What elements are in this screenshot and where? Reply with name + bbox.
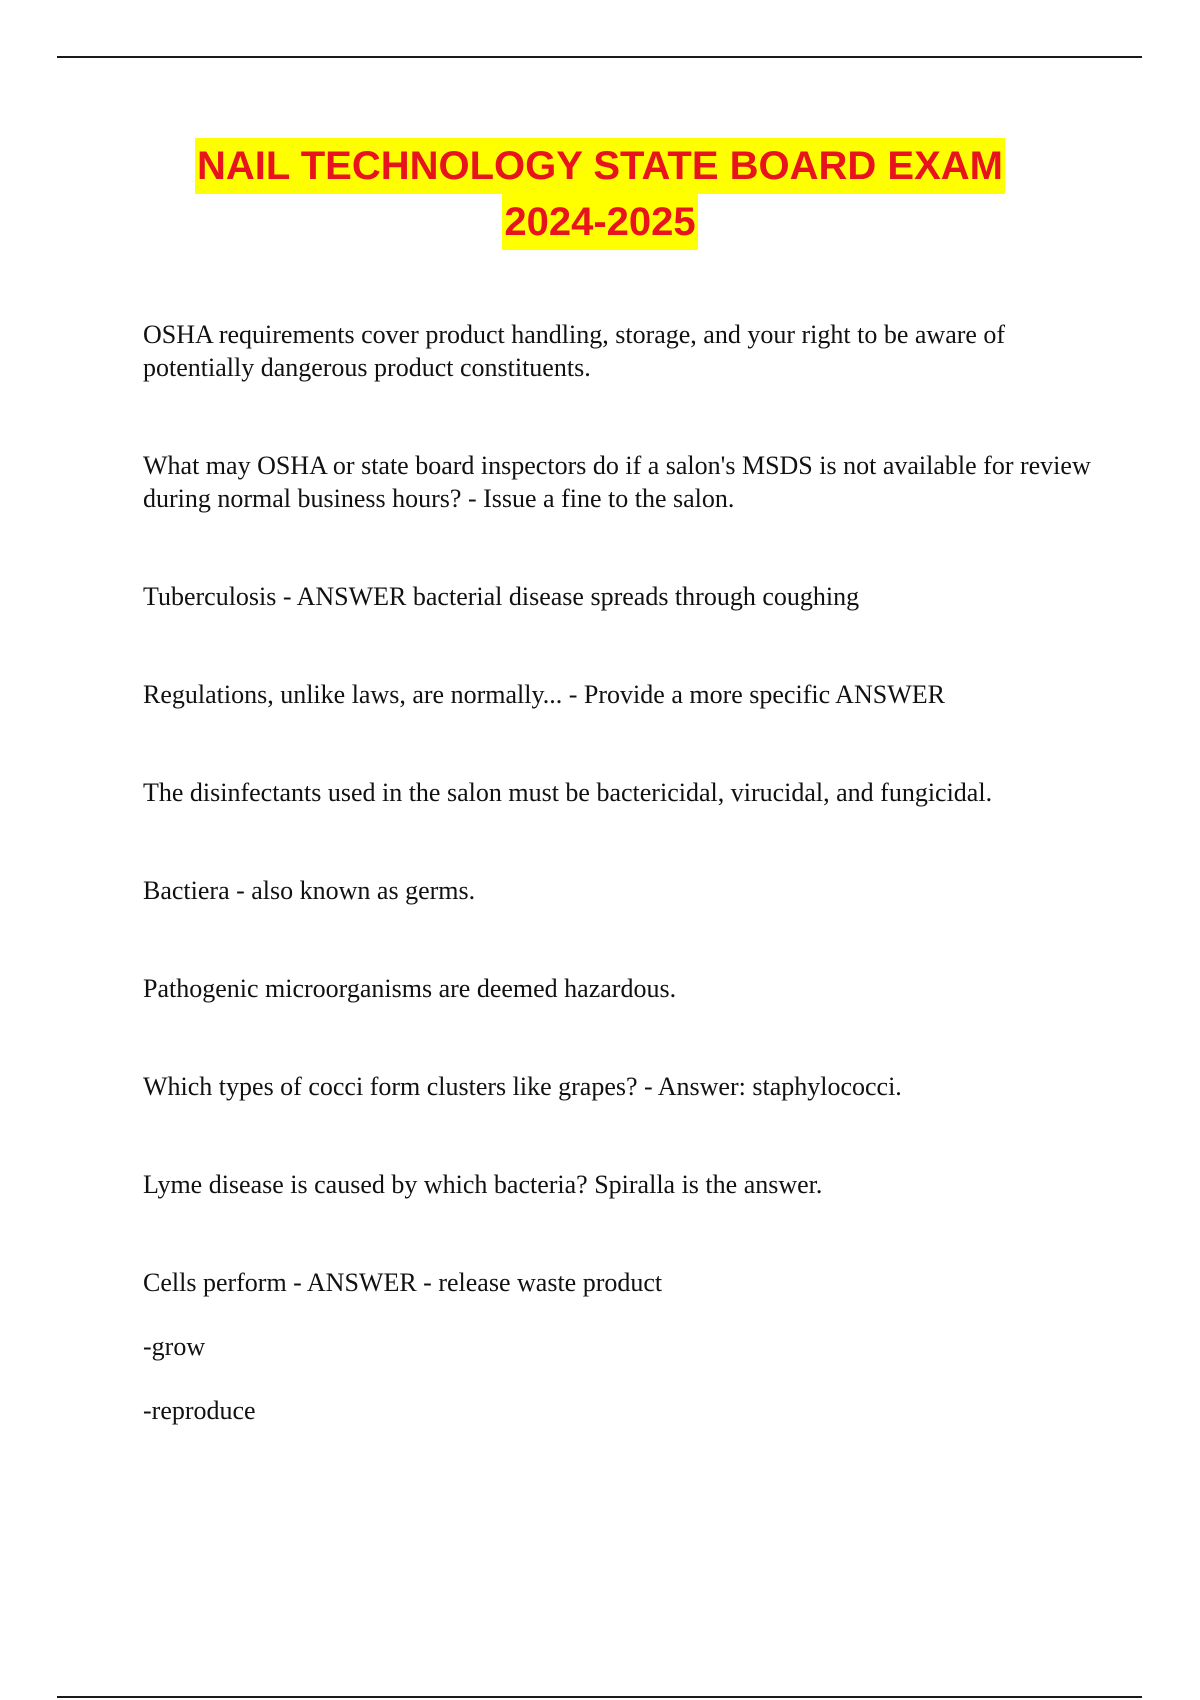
list-item: -grow (143, 1332, 206, 1361)
title-line-2: 2024-2025 (502, 194, 697, 250)
top-divider (57, 56, 1142, 58)
list-item: What may OSHA or state board inspectors do if a salon's MSDS is not available for review during normal business hours? - Issue a fine to the salon. (143, 451, 1091, 513)
list-item: Regulations, unlike laws, are normally... - Provide a more specific ANSWER (143, 680, 945, 709)
list-item: Cells perform - ANSWER - release waste product (143, 1268, 663, 1297)
list-item: OSHA requirements cover product handling, storage, and your right to be aware of potentially dangerous product constituents. (143, 320, 1006, 382)
list-item: Bactiera - also known as germs. (143, 876, 476, 905)
list-item: Tuberculosis - ANSWER bacterial disease spreads through coughing (143, 582, 860, 611)
title-line-1: NAIL TECHNOLOGY STATE BOARD EXAM (195, 138, 1005, 194)
list-item: Which types of cocci form clusters like grapes? - Answer: staphylococci. (143, 1072, 902, 1101)
document-body (143, 318, 1103, 1458)
list-item: The disinfectants used in the salon must be bactericidal, virucidal, and fungicidal. (143, 778, 993, 807)
list-item: Pathogenic microorganisms are deemed hazardous. (143, 974, 677, 1003)
bottom-divider (57, 1696, 1142, 1698)
list-item: -reproduce (143, 1396, 256, 1425)
list-item: Lyme disease is caused by which bacteria? Spiralla is the answer. (143, 1170, 823, 1199)
document-title (0, 138, 1200, 250)
